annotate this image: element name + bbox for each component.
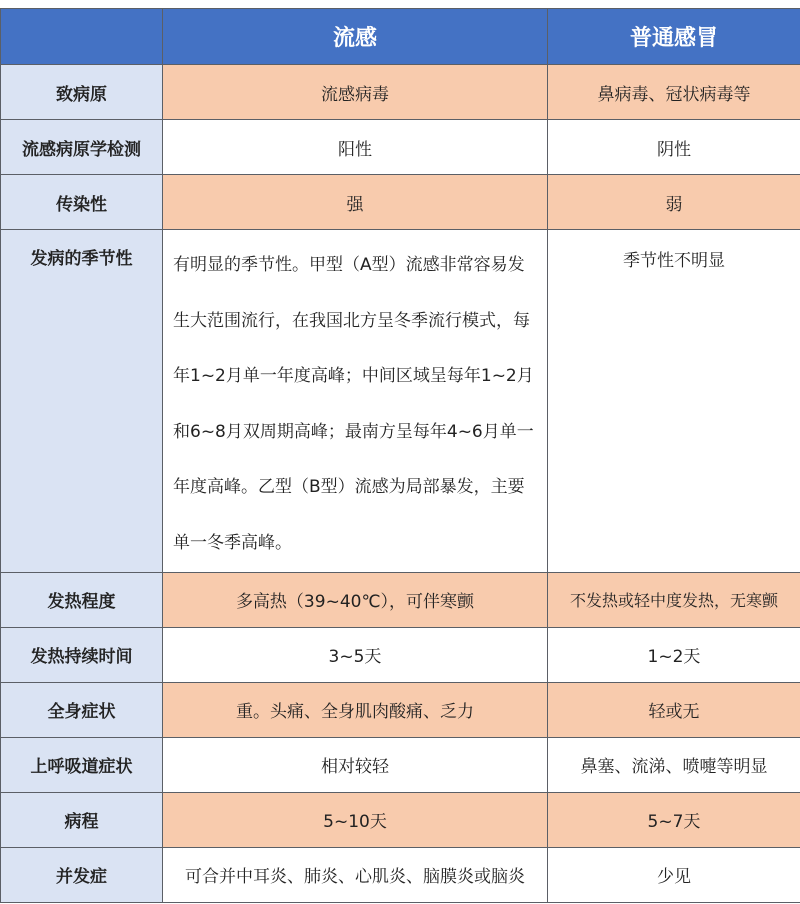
- table-row: [1, 682, 800, 737]
- table-row: [1, 572, 800, 627]
- flu-vs-cold-comparison-table: [0, 8, 800, 903]
- flu-value: 强: [163, 175, 548, 230]
- flu-value: 多高热（39~40℃），可伴寒颤: [163, 572, 548, 627]
- row-label: 发病的季节性: [1, 230, 163, 573]
- row-label: 全身症状: [1, 682, 163, 737]
- row-label: 上呼吸道症状: [1, 737, 163, 792]
- table-row: [1, 230, 800, 573]
- flu-value: 阳性: [163, 120, 548, 175]
- table-row: [1, 65, 800, 120]
- row-label: 并发症: [1, 847, 163, 902]
- flu-value: 相对较轻: [163, 737, 548, 792]
- header-row: [1, 9, 800, 65]
- table-row: [1, 847, 800, 902]
- row-label: 发热持续时间: [1, 627, 163, 682]
- flu-value: 5~10天: [163, 792, 548, 847]
- cold-value: 季节性不明显: [548, 230, 800, 573]
- flu-value: 流感病毒: [163, 65, 548, 120]
- row-label: 发热程度: [1, 572, 163, 627]
- flu-value: 可合并中耳炎、肺炎、心肌炎、脑膜炎或脑炎: [163, 847, 548, 902]
- table-row: [1, 737, 800, 792]
- cold-value: 轻或无: [548, 682, 800, 737]
- flu-value: 3~5天: [163, 627, 548, 682]
- cold-value: 弱: [548, 175, 800, 230]
- header-corner: [1, 9, 163, 65]
- row-label: 病程: [1, 792, 163, 847]
- header-flu: 流感: [163, 9, 548, 65]
- row-label: 致病原: [1, 65, 163, 120]
- cold-value: 少见: [548, 847, 800, 902]
- cold-value: 阴性: [548, 120, 800, 175]
- cold-value: 鼻塞、流涕、喷嚏等明显: [548, 737, 800, 792]
- cold-value: 鼻病毒、冠状病毒等: [548, 65, 800, 120]
- table-row: [1, 175, 800, 230]
- flu-value: 重。头痛、全身肌肉酸痛、乏力: [163, 682, 548, 737]
- table-row: [1, 627, 800, 682]
- cold-value: 不发热或轻中度发热，无寒颤: [548, 572, 800, 627]
- cold-value: 1~2天: [548, 627, 800, 682]
- table-row: [1, 792, 800, 847]
- cold-value: 5~7天: [548, 792, 800, 847]
- table-row: [1, 120, 800, 175]
- row-label: 流感病原学检测: [1, 120, 163, 175]
- flu-value: 有明显的季节性。甲型（A型）流感非常容易发生大范围流行，在我国北方呈冬季流行模式，每年1~2月单一年度高峰；中间区域呈每年1~2月和6~8月双周期高峰；最南方呈每年4~6月单一年度高峰。乙型（B型）流感为局部暴发，主要单一冬季高峰。: [163, 230, 548, 573]
- row-label: 传染性: [1, 175, 163, 230]
- header-cold: 普通感冒: [548, 9, 800, 65]
